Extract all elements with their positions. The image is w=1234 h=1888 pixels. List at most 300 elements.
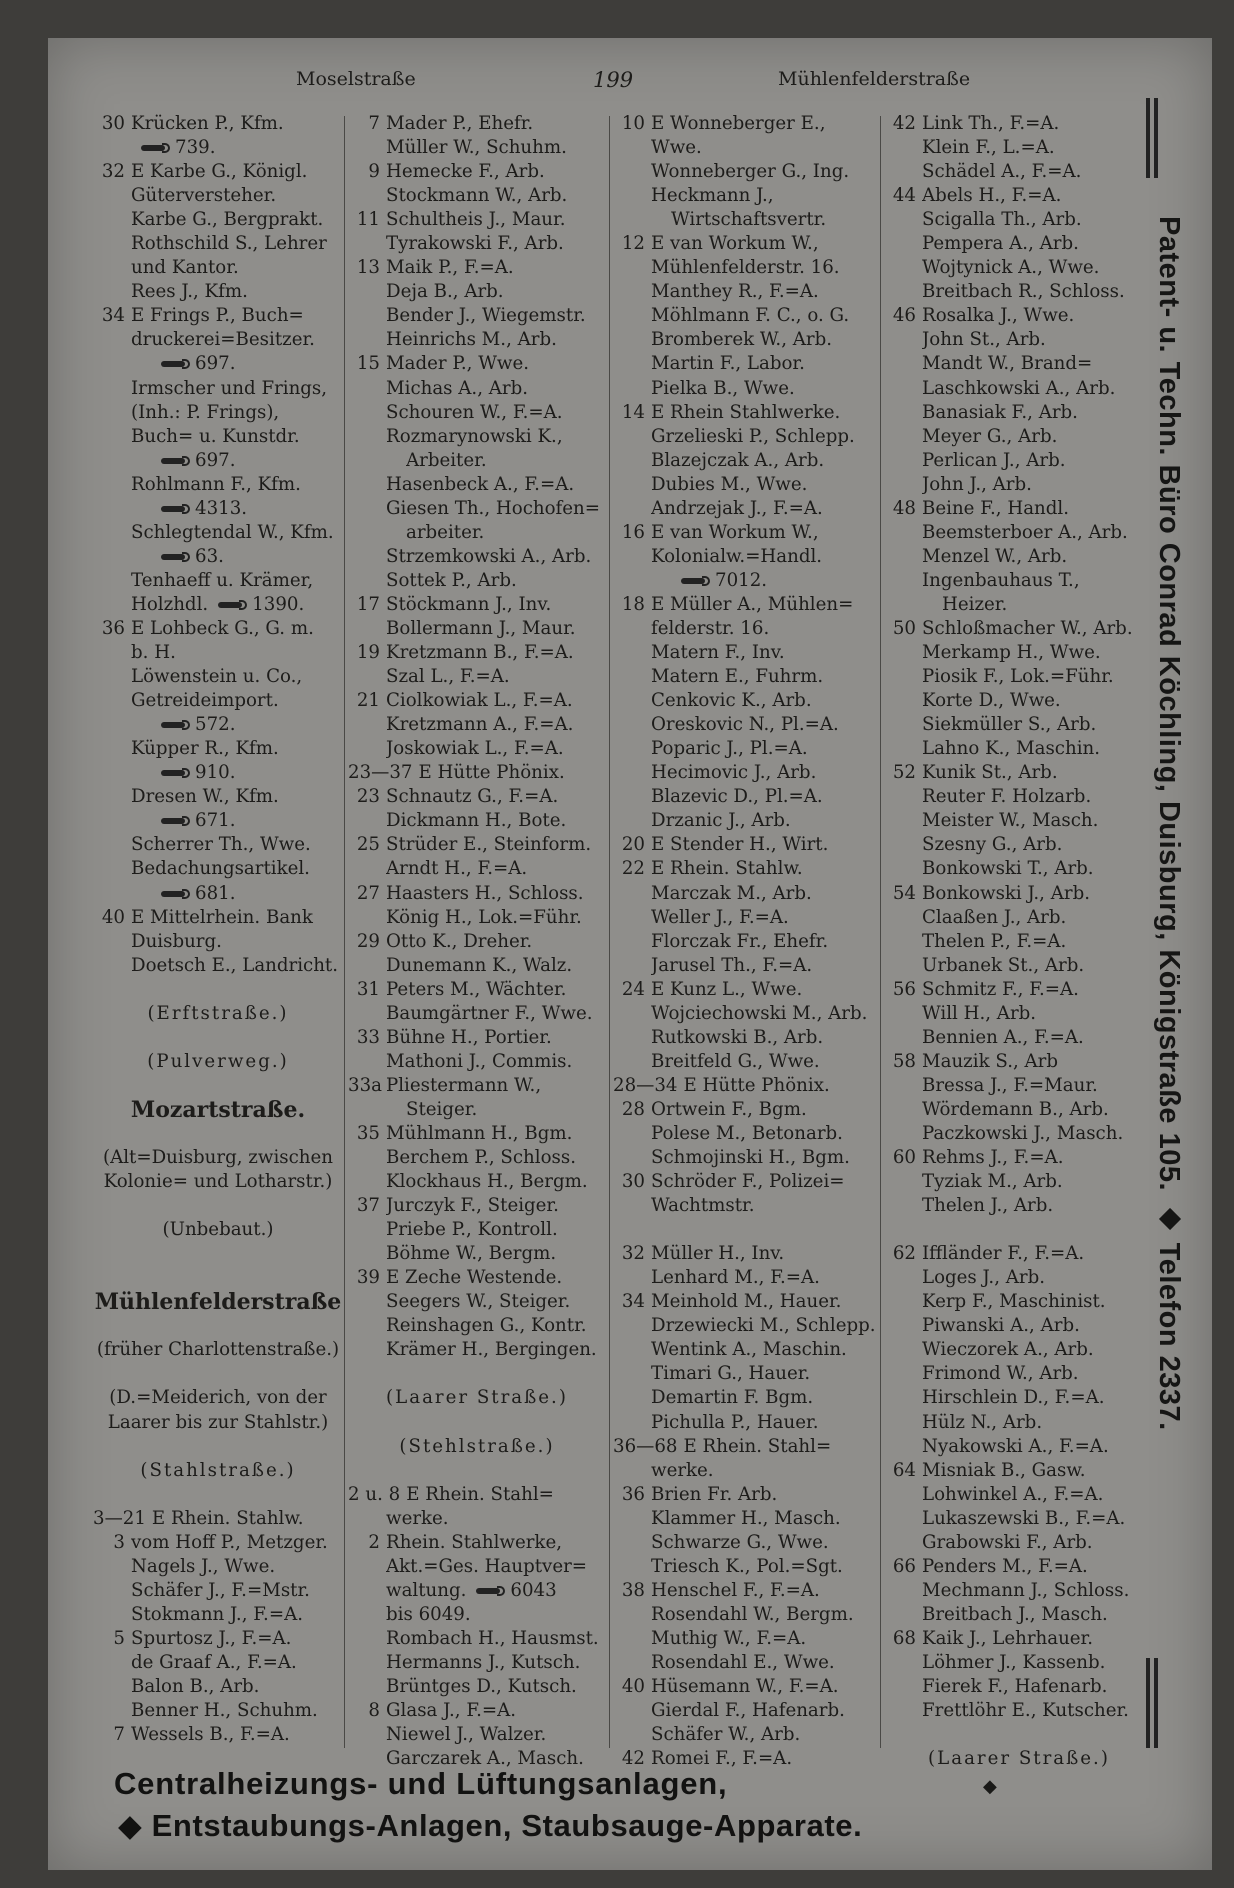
resident-text: Frimond W., Arb. <box>922 1363 1079 1385</box>
resident-text: Mauzik S., Arb <box>922 1050 1059 1072</box>
directory-entry <box>613 377 878 401</box>
telephone-number: 4313. <box>195 497 248 519</box>
directory-entry <box>348 1242 606 1266</box>
resident-text: Wachtmstr. <box>651 1195 755 1217</box>
resident-text: Brüntges D., Kutsch. <box>386 1676 577 1698</box>
resident-text: Wirtschaftsvertr. <box>671 209 827 231</box>
ad-rule <box>1146 98 1150 178</box>
resident-text: arbeiter. <box>406 521 485 543</box>
directory-entry <box>348 713 606 737</box>
directory-entry <box>93 713 343 737</box>
directory-column-3 <box>613 112 878 1771</box>
directory-entry <box>613 761 878 785</box>
directory-entry <box>613 1290 878 1314</box>
resident-text: Manthey R., F.=A. <box>651 281 819 303</box>
directory-entry <box>93 930 343 954</box>
resident-text: Laschkowski A., Arb. <box>922 377 1116 399</box>
house-number: 25 <box>356 834 380 856</box>
directory-entry <box>348 1507 606 1531</box>
page-number: 199 <box>593 68 634 92</box>
directory-entry <box>884 1459 1154 1483</box>
resident-text: Matern F., Inv. <box>651 642 785 664</box>
resident-text: Meister W., Masch. <box>922 810 1099 832</box>
resident-text: Müller H., Inv. <box>651 1243 785 1265</box>
resident-text: Heckmann J., <box>651 185 774 207</box>
resident-text: E Zeche Westende. <box>386 1267 563 1289</box>
resident-text: Banasiak F., Arb. <box>922 401 1078 423</box>
house-number: 18 <box>621 593 645 615</box>
house-number: 2 <box>368 1531 380 1553</box>
house-number: 66 <box>892 1555 916 1577</box>
house-number: 36—68 <box>613 1435 678 1457</box>
resident-text: Demartin F. Bgm. <box>651 1387 814 1409</box>
directory-entry <box>93 1723 343 1747</box>
directory-entry <box>613 1098 878 1122</box>
directory-entry <box>884 809 1154 833</box>
resident-text: Breitbach J., Masch. <box>922 1603 1108 1625</box>
resident-text: Grzelieski P., Schlepp. <box>651 425 855 447</box>
resident-text: Andrzejak J., F.=A. <box>651 497 823 519</box>
directory-entry <box>348 1122 606 1146</box>
resident-text: Rutkowski B., Arb. <box>651 1026 824 1048</box>
directory-entry <box>348 1050 606 1074</box>
directory-entry <box>93 906 343 930</box>
resident-text: Strüder E., Steinform. <box>386 834 592 856</box>
directory-entry <box>348 617 606 641</box>
resident-text: John St., Arb. <box>922 329 1046 351</box>
resident-text: Krücken P., Kfm. <box>131 113 284 134</box>
directory-entry <box>884 184 1154 208</box>
resident-text: Jarusel Th., F.=A. <box>651 954 813 976</box>
spacer <box>93 1194 343 1218</box>
directory-entry <box>93 521 343 545</box>
directory-entry <box>613 1459 878 1483</box>
spacer <box>884 1723 1154 1747</box>
directory-entry <box>613 1314 878 1338</box>
resident-text: Thelen P., F.=A. <box>922 930 1067 952</box>
resident-text: Schäfer J., F.=Mstr. <box>131 1579 310 1601</box>
resident-text: Abels H., F.=A. <box>922 185 1062 207</box>
resident-text: Stockmann W., Arb. <box>386 185 568 207</box>
resident-text: Bressa J., F.=Maur. <box>922 1074 1098 1096</box>
directory-entry <box>93 328 343 352</box>
house-number: 16 <box>621 521 645 543</box>
resident-text: Löwenstein u. Co., <box>131 666 303 688</box>
street-note: (Laarer Straße.) <box>928 1748 1110 1770</box>
directory-entry <box>93 1699 343 1723</box>
directory-entry <box>884 665 1154 689</box>
directory-entry <box>93 569 343 593</box>
directory-entry <box>613 184 878 208</box>
directory-entry <box>348 1651 606 1675</box>
resident-text: Schröder F., Polizei= <box>651 1171 845 1193</box>
spacer <box>93 1483 343 1507</box>
telephone-icon <box>141 143 171 153</box>
resident-text: Lenhard M., F.=A. <box>651 1267 820 1289</box>
directory-entry <box>348 1194 606 1218</box>
resident-text: Ciolkowiak L., F.=A. <box>386 690 573 712</box>
resident-text: Hasenbeck A., F.=A. <box>386 473 575 495</box>
house-number: 42 <box>892 113 916 134</box>
resident-text: vom Hoff P., Metzger. <box>131 1531 328 1553</box>
directory-entry <box>884 232 1154 256</box>
resident-text: Doetsch E., Landricht. <box>131 954 339 976</box>
resident-text: Polese M., Betonarb. <box>651 1122 843 1144</box>
resident-text: Bonkowski J., Arb. <box>922 882 1090 904</box>
directory-entry <box>348 328 606 352</box>
house-number: 20 <box>621 834 645 856</box>
directory-entry <box>884 1603 1154 1627</box>
spacer <box>93 1435 343 1459</box>
resident-text: Garczarek A., Masch. <box>386 1748 584 1770</box>
resident-text: Gierdal F., Hafenarb. <box>651 1700 845 1722</box>
resident-text: Loges J., Arb. <box>922 1267 1046 1289</box>
directory-entry <box>884 906 1154 930</box>
directory-entry <box>613 1242 878 1266</box>
directory-entry <box>884 160 1154 184</box>
resident-text: Iffländer F., F.=A. <box>922 1243 1085 1265</box>
telephone-number: 910. <box>195 762 236 784</box>
resident-text: Florczak Fr., Ehefr. <box>651 930 829 952</box>
resident-text: Wördemann B., Arb. <box>922 1098 1109 1120</box>
house-number: 7 <box>113 1724 125 1746</box>
directory-entry <box>613 1435 878 1459</box>
spacer <box>93 1074 343 1098</box>
directory-entry <box>93 1603 343 1627</box>
resident-text: Rombach H., Hausmst. <box>386 1627 599 1649</box>
directory-entry <box>93 425 343 449</box>
resident-text: E Müller A., Mühlen= <box>651 593 854 615</box>
resident-text: Rosendahl E., Wwe. <box>651 1652 835 1673</box>
resident-text: Küpper R., Kfm. <box>131 738 279 760</box>
directory-entry <box>884 1627 1154 1651</box>
resident-text: Bedachungsartikel. <box>131 858 310 880</box>
directory-entry <box>93 160 343 184</box>
directory-entry <box>348 906 606 930</box>
resident-text: Nyakowski A., F.=A. <box>922 1435 1109 1457</box>
resident-text: Nagels J., Wwe. <box>131 1555 276 1577</box>
resident-text: Ingenbauhaus T., <box>922 569 1080 591</box>
resident-text: Seegers W., Steiger. <box>386 1291 571 1313</box>
house-number: 33a <box>348 1074 382 1096</box>
directory-entry <box>613 1507 878 1531</box>
resident-text: Maik P., F.=A. <box>386 257 514 279</box>
resident-text: Bollermann J., Maur. <box>386 617 576 639</box>
resident-text: Frettlöhr E., Kutscher. <box>922 1700 1129 1722</box>
directory-entry <box>348 978 606 1002</box>
directory-entry <box>884 1411 1154 1435</box>
directory-entry <box>348 545 606 569</box>
resident-text: Brien Fr. Arb. <box>651 1483 778 1505</box>
directory-entry <box>613 1483 878 1507</box>
directory-entry <box>348 1146 606 1170</box>
directory-entry <box>93 208 343 232</box>
resident-text: E Frings P., Buch= <box>131 305 304 327</box>
resident-text: Rozmarynowski K., <box>386 425 563 447</box>
directory-entry <box>613 1266 878 1290</box>
resident-text: (Inh.: P. Frings), <box>131 401 280 423</box>
directory-entry <box>93 473 343 497</box>
resident-text: Rehms J., F.=A. <box>922 1147 1064 1169</box>
directory-entry <box>884 1507 1154 1531</box>
directory-entry <box>348 1026 606 1050</box>
resident-text: Hülz N., Arb. <box>922 1411 1043 1433</box>
resident-text: Mechmann J., Schloss. <box>922 1579 1130 1601</box>
resident-text: Schmitz F., F.=A. <box>922 978 1079 1000</box>
resident-text: felderstr. 16. <box>651 617 770 639</box>
directory-entry <box>884 521 1154 545</box>
resident-text: Triesch K., Pol.=Sgt. <box>651 1555 843 1577</box>
house-number: 11 <box>356 209 380 231</box>
diamond-ornament-icon: ◆ <box>983 1776 997 1797</box>
resident-text: John J., Arb. <box>922 473 1032 495</box>
resident-text: Blazejczak A., Arb. <box>651 449 825 471</box>
resident-text: Arndt H., F.=A. <box>386 858 528 880</box>
house-number: 29 <box>356 930 380 952</box>
directory-entry <box>884 1531 1154 1555</box>
directory-entry <box>884 689 1154 713</box>
directory-entry <box>884 1314 1154 1338</box>
directory-entry <box>884 449 1154 473</box>
spacer <box>348 1411 606 1435</box>
resident-text: Blazevic D., Pl.=A. <box>651 786 823 808</box>
spacer <box>93 1266 343 1290</box>
house-number: 32 <box>101 161 125 183</box>
directory-entry <box>93 833 343 857</box>
house-number: 56 <box>892 978 916 1000</box>
resident-text: Wwe. <box>651 137 702 159</box>
house-number: 7 <box>368 113 380 134</box>
resident-text: Urbanek St., Arb. <box>922 954 1085 976</box>
resident-text: E Rhein. Stahlw. <box>151 1507 304 1529</box>
directory-entry <box>613 1386 878 1410</box>
header-street-left: Moselstraße <box>296 68 416 90</box>
directory-entry <box>93 1675 343 1699</box>
telephone-icon <box>161 359 191 369</box>
directory-entry <box>613 1194 878 1218</box>
directory-entry <box>613 1050 878 1074</box>
street-heading: Mühlenfelderstraße <box>94 1290 342 1315</box>
resident-text: de Graaf A., F.=A. <box>131 1652 297 1673</box>
directory-entry <box>613 1723 878 1747</box>
directory-entry <box>348 1098 606 1122</box>
resident-text: Perlican J., Arb. <box>922 449 1066 471</box>
directory-entry <box>613 1146 878 1170</box>
directory-entry <box>884 617 1154 641</box>
directory-entry <box>348 1699 606 1723</box>
directory-entry <box>613 1627 878 1651</box>
resident-text: Schädel A., F.=A. <box>922 161 1082 183</box>
street-note: (Alt=Duisburg, zwischen <box>103 1147 333 1169</box>
telephone-number: 671. <box>195 810 236 832</box>
resident-text: Cenkovic K., Arb. <box>651 690 812 712</box>
directory-entry <box>348 377 606 401</box>
resident-text: Link Th., F.=A. <box>922 113 1060 134</box>
resident-text: Wentink A., Maschin. <box>651 1339 847 1361</box>
house-number: 58 <box>892 1050 916 1072</box>
directory-entry <box>93 617 343 641</box>
directory-entry <box>613 208 878 232</box>
directory-entry <box>613 1362 878 1386</box>
directory-entry <box>348 689 606 713</box>
resident-text: Holzhdl. <box>131 593 209 615</box>
directory-entry <box>348 401 606 425</box>
resident-text: Schmojinski H., Bgm. <box>651 1147 850 1169</box>
directory-entry <box>884 112 1154 136</box>
directory-entry <box>884 1002 1154 1026</box>
resident-text: Wonneberger G., Ing. <box>651 161 850 183</box>
directory-entry <box>613 401 878 425</box>
directory-column-4 <box>884 112 1154 1771</box>
house-number: 22 <box>621 858 645 880</box>
resident-text: Rothschild S., Lehrer <box>131 233 327 255</box>
resident-text: Kretzmann A., F.=A. <box>386 714 574 736</box>
directory-entry <box>613 256 878 280</box>
resident-text: Heizer. <box>942 593 1008 615</box>
resident-text: Mader P., Wwe. <box>386 353 530 375</box>
directory-entry <box>884 1194 1154 1218</box>
directory-entry <box>884 1651 1154 1675</box>
directory-entry <box>884 569 1154 593</box>
resident-text: Grabowski F., Arb. <box>922 1531 1093 1553</box>
spacer <box>93 978 343 1002</box>
resident-text: Jurczyk F., Steiger. <box>386 1195 559 1217</box>
resident-text: E Hütte Phönix. <box>418 762 565 784</box>
resident-text: Haasters H., Schloss. <box>386 882 584 904</box>
directory-entry <box>884 1675 1154 1699</box>
resident-text: Priebe P., Kontroll. <box>386 1219 558 1241</box>
resident-text: Rohlmann F., Kfm. <box>131 473 301 495</box>
street-note: (Stahlstraße.) <box>140 1459 296 1481</box>
resident-text: E Lohbeck G., G. m. <box>131 617 314 639</box>
directory-entry <box>348 1002 606 1026</box>
resident-text: waltung. <box>386 1579 467 1601</box>
header-street-right: Mühlenfelderstraße <box>778 68 971 90</box>
resident-text: Reinshagen G., Kontr. <box>386 1315 587 1337</box>
house-number: 37 <box>356 1195 380 1217</box>
resident-text: werke. <box>386 1507 449 1529</box>
house-number: 30 <box>101 113 125 134</box>
directory-entry <box>884 1579 1154 1603</box>
resident-text: Ortwein F., Bgm. <box>651 1098 807 1120</box>
resident-text: Karbe G., Bergprakt. <box>131 209 324 231</box>
resident-text: Dickmann H., Bote. <box>386 810 567 832</box>
house-number: 36 <box>621 1483 645 1505</box>
directory-entry <box>93 954 343 978</box>
resident-text: Schnautz G., F.=A. <box>386 786 559 808</box>
resident-text: Poparic J., Pl.=A. <box>651 738 808 760</box>
resident-text: Menzel W., Arb. <box>922 545 1068 567</box>
directory-entry <box>613 569 878 593</box>
house-number: 27 <box>356 882 380 904</box>
directory-entry <box>613 232 878 256</box>
resident-text: E Hütte Phönix. <box>683 1074 830 1096</box>
directory-entry <box>348 1483 606 1507</box>
directory-entry <box>348 1290 606 1314</box>
directory-entry <box>348 857 606 881</box>
directory-entry <box>348 882 606 906</box>
directory-entry <box>613 112 878 136</box>
directory-entry <box>348 1266 606 1290</box>
directory-entry <box>348 1579 606 1603</box>
street-note: (früher Charlottenstraße.) <box>96 1339 340 1361</box>
directory-entry <box>93 1507 343 1531</box>
resident-text: Romei F., F.=A. <box>651 1748 793 1770</box>
resident-text: Rhein. Stahlwerke, <box>386 1531 562 1553</box>
house-number: 15 <box>356 353 380 375</box>
directory-entry <box>613 1675 878 1699</box>
resident-text: Sottek P., Arb. <box>386 569 517 591</box>
telephone-number: 572. <box>195 714 236 736</box>
resident-text: Rosalka J., Wwe. <box>922 305 1075 327</box>
house-number: 30 <box>621 1171 645 1193</box>
resident-text: Pichulla P., Hauer. <box>651 1411 819 1433</box>
directory-entry <box>93 184 343 208</box>
directory-entry <box>884 1122 1154 1146</box>
directory-entry <box>348 665 606 689</box>
directory-entry <box>93 1651 343 1675</box>
directory-entry <box>884 401 1154 425</box>
resident-text: Akt.=Ges. Hauptver= <box>386 1555 588 1577</box>
resident-text: und Kantor. <box>131 257 239 279</box>
resident-text: Fierek F., Hafenarb. <box>922 1676 1108 1698</box>
directory-entry <box>884 930 1154 954</box>
directory-entry <box>613 1603 878 1627</box>
resident-text: druckerei=Besitzer. <box>131 329 315 351</box>
spacer <box>884 1218 1154 1242</box>
directory-entry <box>348 425 606 449</box>
resident-text: Dresen W., Kfm. <box>131 786 279 808</box>
directory-entry <box>93 593 343 617</box>
directory-entry <box>348 497 606 521</box>
resident-text: Weller J., F.=A. <box>651 906 789 928</box>
directory-entry <box>884 1386 1154 1410</box>
directory-entry <box>613 1699 878 1723</box>
directory-entry <box>613 882 878 906</box>
resident-text: Timari G., Hauer. <box>651 1363 811 1385</box>
resident-text: Kunik St., Arb. <box>922 762 1058 784</box>
house-number: 48 <box>892 497 916 519</box>
resident-text: Pempera A., Arb. <box>922 233 1079 255</box>
resident-text: Piwanski A., Arb. <box>922 1315 1080 1337</box>
resident-text: Mathoni J., Commis. <box>386 1050 573 1072</box>
directory-entry <box>884 1290 1154 1314</box>
directory-entry <box>613 641 878 665</box>
resident-text: E Rhein Stahlwerke. <box>651 401 841 423</box>
directory-entry <box>613 978 878 1002</box>
resident-text: Schäfer W., Arb. <box>651 1724 801 1746</box>
resident-text: Wessels B., F.=A. <box>131 1724 290 1746</box>
spacer <box>93 1362 343 1386</box>
directory-entry <box>884 377 1154 401</box>
directory-entry <box>93 545 343 569</box>
house-number: 39 <box>356 1267 380 1289</box>
house-number: 3 <box>113 1531 125 1553</box>
resident-text: Schloßmacher W., Arb. <box>922 617 1133 639</box>
resident-text: Pielka B., Wwe. <box>651 377 795 399</box>
resident-text: E Rhein. Stahl= <box>683 1435 832 1457</box>
resident-text: Szesny G., Arb. <box>922 834 1063 856</box>
house-number: 64 <box>892 1459 916 1481</box>
directory-entry <box>93 1627 343 1651</box>
directory-entry <box>884 641 1154 665</box>
directory-entry <box>613 617 878 641</box>
resident-text: Penders M., F.=A. <box>922 1555 1088 1577</box>
directory-entry <box>348 449 606 473</box>
directory-entry <box>884 1338 1154 1362</box>
resident-text: Kretzmann B., F.=A. <box>386 642 574 664</box>
resident-text: Hermanns J., Kutsch. <box>386 1652 581 1673</box>
